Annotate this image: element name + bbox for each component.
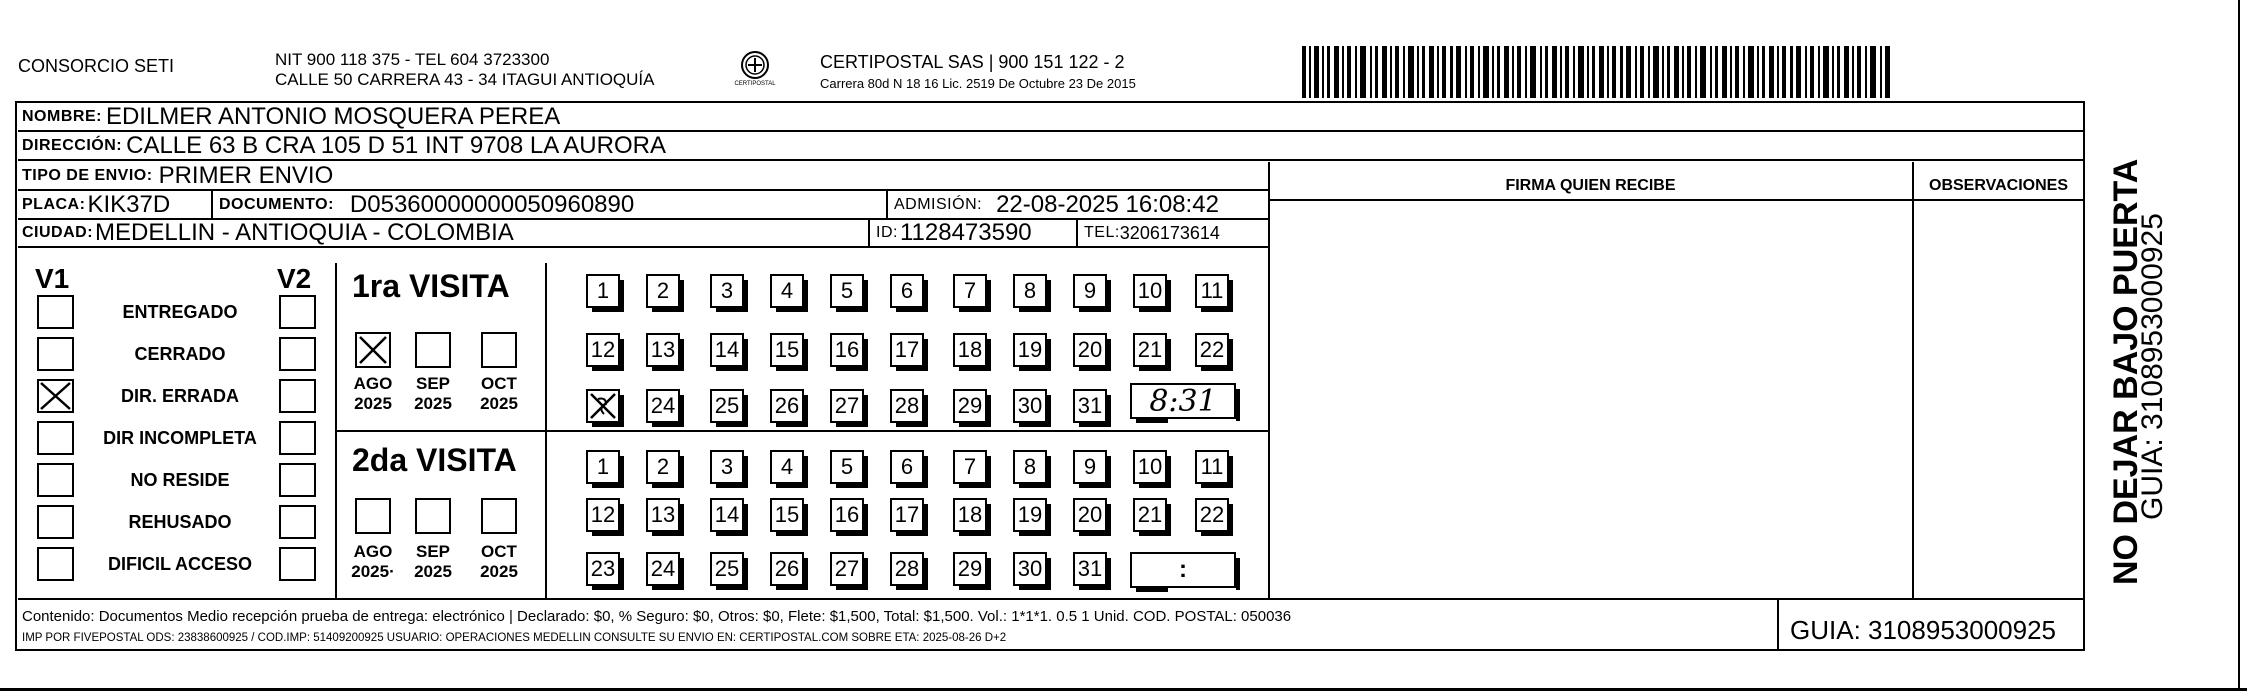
status-dificil-acceso: DIFICIL ACCESO — [107, 554, 252, 574]
v2-day[interactable]: 17 — [890, 498, 924, 532]
footer-guia: GUIA: 3108953000925 — [1790, 615, 2056, 645]
no-dejar-bajo-puerta: NO DEJAR BAJO PUERTA — [2107, 158, 2145, 585]
admision-value: 22-08-2025 16:08:42 — [996, 190, 1219, 218]
v1-day[interactable]: 20 — [1073, 333, 1107, 367]
company-name: CONSORCIO SETI — [18, 56, 175, 76]
v2-day[interactable]: 10 — [1133, 450, 1167, 484]
v1-day[interactable]: 8 — [1013, 274, 1047, 308]
visit1-title: 1ra VISITA — [352, 268, 510, 304]
v2-day[interactable]: 13 — [646, 498, 680, 532]
id-cell — [868, 220, 1078, 248]
ciudad-row — [18, 220, 1268, 261]
v2-day[interactable]: 5 — [830, 450, 864, 484]
certipostal-line-2: Carrera 80d N 18 16 Lic. 2519 De Octubre 23 De 2015 — [820, 76, 1136, 91]
v1-day[interactable]: 5 — [830, 274, 864, 308]
v2-day[interactable]: 25 — [710, 552, 744, 586]
visit2-ago-checkbox[interactable] — [355, 498, 391, 534]
visit2-month-oct: OCT 2025 — [480, 542, 518, 581]
documento-label: DOCUMENTO: — [219, 195, 334, 213]
v1-day[interactable]: 14 — [710, 333, 744, 367]
v1-day[interactable]: 4 — [770, 274, 804, 308]
status-cerrado: CERRADO — [134, 344, 226, 364]
v1-day[interactable]: 29 — [953, 389, 987, 423]
v2-day[interactable]: 12 — [586, 498, 620, 532]
v1-day[interactable]: 16 — [830, 333, 864, 367]
id-value: 1128473590 — [899, 219, 1032, 246]
v2-day[interactable]: 18 — [953, 498, 987, 532]
v2-entregado-checkbox[interactable] — [279, 295, 316, 329]
visit1-ago-checkbox[interactable] — [355, 332, 391, 368]
v1-day[interactable]: 18 — [953, 333, 987, 367]
v2-day[interactable]: 22 — [1195, 498, 1229, 532]
v1-dir-incompleta-checkbox[interactable] — [37, 421, 74, 455]
status-dir-errada: DIR. ERRADA — [120, 386, 239, 406]
placa-label: PLACA: — [22, 195, 86, 213]
direccion-value: CALLE 63 B CRA 105 D 51 INT 9708 LA AURORA — [126, 131, 666, 159]
v1-label: V1 — [35, 263, 70, 294]
v1-day[interactable]: 21 — [1133, 333, 1167, 367]
v2-day[interactable]: 29 — [953, 552, 987, 586]
v2-day[interactable]: 6 — [890, 450, 924, 484]
footer-top-rule — [18, 598, 2085, 600]
ciudad-cell — [18, 220, 870, 248]
v1-day[interactable]: 31 — [1073, 389, 1107, 423]
v1-day[interactable]: 9 — [1073, 274, 1107, 308]
v1-dificil-acceso-checkbox[interactable] — [37, 547, 74, 581]
v2-day[interactable]: 16 — [830, 498, 864, 532]
v2-day[interactable]: 8 — [1013, 450, 1047, 484]
visit2-oct-checkbox[interactable] — [481, 498, 517, 534]
tipo-value: PRIMER ENVIO — [158, 161, 334, 189]
v2-dir-errada-checkbox[interactable] — [279, 379, 316, 413]
tel-cell — [1078, 220, 1268, 248]
v2-day[interactable]: 14 — [710, 498, 744, 532]
documento-value: D05360000000050960890 — [349, 190, 635, 218]
bottom-rule — [0, 688, 2247, 691]
visit1-month-sep: SEP 2025 — [414, 374, 452, 413]
v2-day[interactable]: 21 — [1133, 498, 1167, 532]
v1-day[interactable]: 30 — [1013, 389, 1047, 423]
v1-cerrado-checkbox[interactable] — [37, 337, 74, 371]
direccion-label: DIRECCIÓN: — [22, 136, 123, 154]
footer-guia-divider — [1777, 600, 1779, 650]
v2-day[interactable]: 28 — [890, 552, 924, 586]
v1-day[interactable]: 12 — [586, 333, 620, 367]
nit-line-2: CALLE 50 CARRERA 43 - 34 ITAGUI ANTIOQUÍA — [275, 70, 655, 89]
tel-label: TEL: — [1084, 224, 1120, 241]
v2-cerrado-checkbox[interactable] — [279, 337, 316, 371]
v2-day[interactable]: 4 — [770, 450, 804, 484]
v1-day[interactable]: 28 — [890, 389, 924, 423]
v1-day[interactable]: 27 — [830, 389, 864, 423]
obs-left-border — [1912, 162, 1914, 600]
v2-no-reside-checkbox[interactable] — [279, 463, 316, 497]
visit1-oct-checkbox[interactable] — [481, 332, 517, 368]
v1-day[interactable]: 13 — [646, 333, 680, 367]
v1-day[interactable]: 24 — [646, 389, 680, 423]
v2-day[interactable]: 11 — [1195, 450, 1229, 484]
certipostal-logo — [727, 48, 783, 94]
v2-day[interactable]: 7 — [953, 450, 987, 484]
v1-time-box[interactable]: 8:31 — [1130, 383, 1236, 419]
right-rule — [2238, 0, 2240, 690]
status-dir-incompleta: DIR INCOMPLETA — [103, 428, 257, 448]
side-guia: GUIA: 3108953000925 — [2136, 213, 2169, 520]
certipostal-line-1: CERTIPOSTAL SAS | 900 151 122 - 2 — [820, 52, 1125, 72]
status-rehusado: REHUSADO — [128, 512, 232, 532]
tipo-row — [18, 162, 1268, 191]
v1-day[interactable]: 26 — [770, 389, 804, 423]
v2-rehusado-checkbox[interactable] — [279, 505, 316, 539]
visit-separator — [335, 430, 1269, 432]
v1-day[interactable]: 11 — [1195, 274, 1229, 308]
visit2-sep-checkbox[interactable] — [415, 498, 451, 534]
ciudad-label: CIUDAD: — [22, 224, 94, 241]
v1-no-reside-checkbox[interactable] — [37, 463, 74, 497]
v2-day[interactable]: 26 — [770, 552, 804, 586]
placa-row — [18, 191, 1268, 220]
visit1-sep-checkbox[interactable] — [415, 332, 451, 368]
v1-dir-errada-checkbox[interactable] — [37, 379, 74, 413]
v1-day[interactable]: 25 — [710, 389, 744, 423]
direccion-row — [18, 132, 2083, 161]
ciudad-value: MEDELLIN - ANTIOQUIA - COLOMBIA — [95, 219, 514, 246]
visit1-month-ago: AGO 2025 — [353, 374, 393, 413]
admision-cell — [886, 191, 1268, 218]
v1-day[interactable]: 22 — [1195, 333, 1229, 367]
v2-day[interactable]: 2 — [646, 450, 680, 484]
v2-day[interactable]: 27 — [830, 552, 864, 586]
v1-day[interactable]: 17 — [890, 333, 924, 367]
v2-day[interactable]: 1 — [586, 450, 620, 484]
v2-day[interactable]: 31 — [1073, 552, 1107, 586]
v2-dir-incompleta-checkbox[interactable] — [279, 421, 316, 455]
v2-time-box[interactable]: : — [1130, 552, 1236, 588]
barcode — [1302, 46, 1892, 98]
nombre-value: EDILMER ANTONIO MOSQUERA PEREA — [105, 102, 561, 130]
v2-day[interactable]: 9 — [1073, 450, 1107, 484]
v2-label: V2 — [277, 263, 312, 294]
logo-text: CERTIPOSTAL — [734, 81, 776, 87]
v2-day[interactable]: 24 — [646, 552, 680, 586]
v1-day[interactable]: 15 — [770, 333, 804, 367]
visit2-title: 2da VISITA — [352, 442, 517, 478]
firma-left-border — [1268, 162, 1270, 600]
v2-day[interactable]: 3 — [710, 450, 744, 484]
v1-day-23-marked[interactable] — [586, 389, 620, 423]
tel-value: 3206173614 — [1119, 222, 1220, 243]
nit-line-1: NIT 900 118 375 - TEL 604 3723300 — [275, 50, 550, 69]
status-no-reside: NO RESIDE — [130, 470, 230, 490]
v1-day[interactable]: 7 — [953, 274, 987, 308]
tipo-label: TIPO DE ENVIO: — [22, 166, 153, 184]
observaciones-header: OBSERVACIONES — [1929, 177, 2068, 194]
v2-dificil-acceso-checkbox[interactable] — [279, 547, 316, 581]
firma-header-rule — [1268, 199, 2084, 201]
v1-day[interactable]: 6 — [890, 274, 924, 308]
v2-day[interactable]: 30 — [1013, 552, 1047, 586]
firma-header: FIRMA QUIEN RECIBE — [1505, 177, 1676, 194]
v1-day[interactable]: 3 — [710, 274, 744, 308]
footer-imp: IMP POR FIVEPOSTAL ODS: 23838600925 / COD.IMP: 51409200925 USUARIO: OPERACIONES MEDELLIN CONSULTE SU ENVIO EN: CERTIPOSTAL.COM SOBRE ETA: 2025-08-26 D+2 — [22, 632, 1007, 644]
footer-contenido: Contenido: Documentos Medio recepción prueba de entrega: electrónico | Declarado: $0, % Seguro: $0, Otros: $0, Flete: $1,500, Total: $1,500. Vol.: 1*1*1. 0.5 1 Unid. COD. POSTAL: 050036 — [22, 608, 1292, 625]
id-label: ID: — [876, 224, 898, 241]
v2-day[interactable]: 20 — [1073, 498, 1107, 532]
v1-entregado-checkbox[interactable] — [37, 295, 74, 329]
visit2-month-sep: SEP 2025 — [414, 542, 452, 581]
nombre-row — [18, 103, 2083, 132]
v2-day[interactable]: 23 — [586, 552, 620, 586]
documento-cell — [213, 191, 888, 218]
placa-value: KIK37D — [87, 190, 171, 218]
v1-rehusado-checkbox[interactable] — [37, 505, 74, 539]
visit1-month-oct: OCT 2025 — [480, 374, 518, 413]
v1-day[interactable]: 2 — [646, 274, 680, 308]
placa-cell — [18, 191, 213, 218]
v2-day[interactable]: 19 — [1013, 498, 1047, 532]
v2-day[interactable]: 15 — [770, 498, 804, 532]
v1-day[interactable]: 10 — [1133, 274, 1167, 308]
nombre-label: NOMBRE: — [22, 107, 102, 125]
admision-label: ADMISIÓN: — [894, 195, 983, 213]
status-entregado: ENTREGADO — [122, 302, 238, 322]
v1-day[interactable]: 1 — [586, 274, 620, 308]
visit2-month-ago: AGO 2025· — [351, 542, 395, 581]
v1-day[interactable]: 19 — [1013, 333, 1047, 367]
